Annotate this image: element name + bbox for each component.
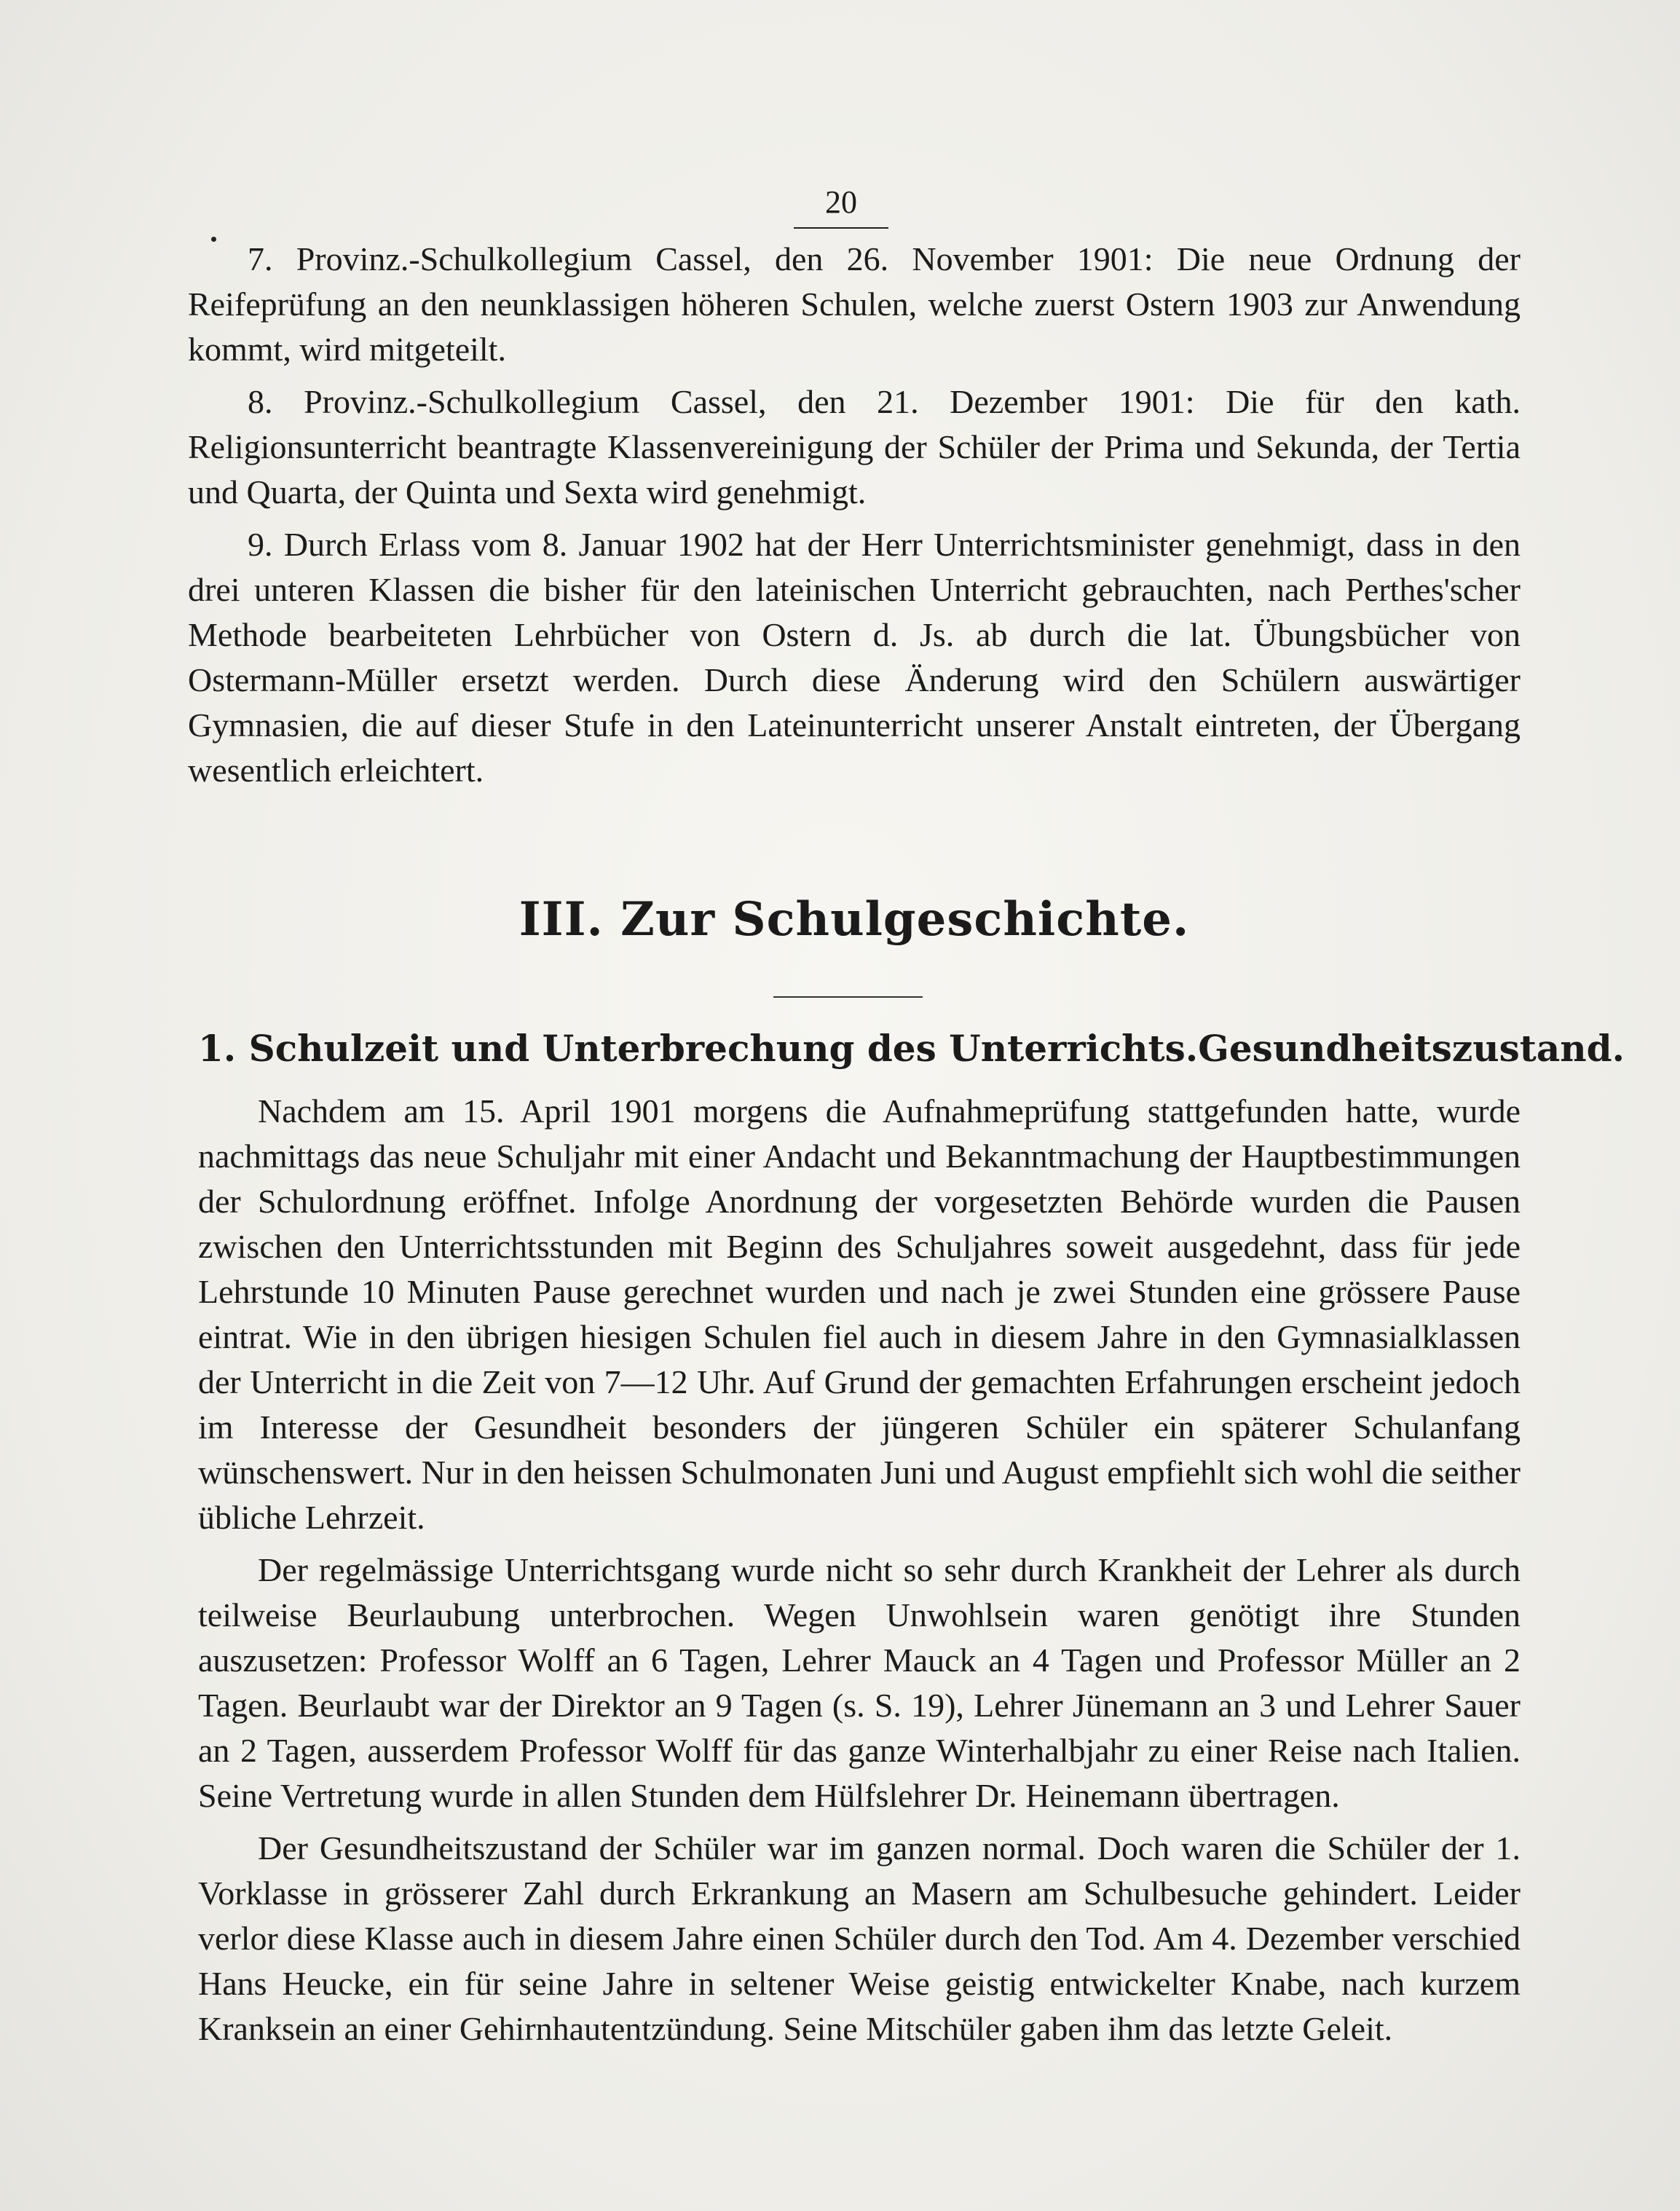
- decree-item-7: 7. Provinz.-Schulkollegium Cassel, den 26. November 1901: Die neue Ordnung der Reifeprüfung an den neunklassigen höheren Schulen, welche zuerst Ostern 1903 zur Anwendung kommt, wird mitgeteilt.: [188, 240, 1521, 368]
- section-body: [198, 1089, 1521, 2052]
- subsection-title-left: 1. Schulzeit und Unterbrechung des Unterrichts.: [198, 1027, 1199, 1070]
- section-rule: [773, 996, 923, 998]
- paragraph-gesundheit: Der Gesundheitszustand der Schüler war im ganzen normal. Doch waren die Schüler der 1. Vorklasse in grösserer Zahl durch Erkrankung an Masern am Schulbesuche gehindert. Leider verlor diese Klasse auch in diesem Jahre einen Schüler durch den Tod. Am 4. Dezember verschied Hans Heucke, ein für seine Jahre in seltener Weise geistig entwickelter Knabe, nach kurzem Kranksein an einer Gehirnhautentzündung. Seine Mitschüler gaben ihm das letzte Geleit.: [198, 1829, 1521, 2047]
- paragraph-unterbrechung: Der regelmässige Unterrichtsgang wurde nicht so sehr durch Krankheit der Lehrer als durch teilweise Beurlaubung unterbrochen. Wegen Unwohlsein waren genötigt ihre Stunden auszusetzen: Professor Wolff an 6 Tagen, Lehrer Mauck an 4 Tagen und Professor Müller an 2 Tagen. Beurlaubt war der Direktor an 9 Tagen (s. S. 19), Lehrer Jünemann an 3 und Lehrer Sauer an 2 Tagen, ausserdem Professor Wolff für das ganze Winterhalbjahr zu einer Reise nach Italien. Seine Vertretung wurde in allen Stunden dem Hülfslehrer Dr. Heinemann übertragen.: [198, 1551, 1521, 1814]
- subsection-title: [198, 1023, 1625, 1074]
- subsection-title-right: Gesundheitszustand.: [1198, 1027, 1625, 1070]
- paragraph-schulzeit: Nachdem am 15. April 1901 morgens die Aufnahmeprüfung stattgefunden hatte, wurde nachmittags das neue Schuljahr mit einer Andacht und Bekanntmachung der Hauptbestimmungen der Schulordnung eröffnet. Infolge Anordnung der vorgesetzten Behörde wurden die Pausen zwischen den Unterrichtsstunden mit Beginn des Schuljahres soweit ausgedehnt, dass für jede Lehrstunde 10 Minuten Pause gerechnet wurden und nach je zwei Stunden eine grössere Pause eintrat. Wie in den übrigen hiesigen Schulen fiel auch in diesem Jahre in den Gymnasialklassen der Unterricht in die Zeit von 7—12 Uhr. Auf Grund der gemachten Erfahrungen erscheint jedoch im Interesse der Gesundheit besonders der jüngeren Schüler ein späterer Schulanfang wünschenswert. Nur in den heissen Schulmonaten Juni und August empfiehlt sich wohl die seither übliche Lehrzeit.: [198, 1092, 1521, 1536]
- page-number: 20: [794, 181, 888, 229]
- decree-item-9: 9. Durch Erlass vom 8. Januar 1902 hat der Herr Unterrichtsminister genehmigt, dass in den drei unteren Klassen die bisher für den lateinischen Unterricht gebrauchten, nach Perthes'scher Methode bearbeiteten Lehrbücher von Ostern d. Js. ab durch die lat. Übungsbücher von Ostermann-Müller ersetzt werden. Durch diese Änderung wird den Schülern auswärtiger Gymnasien, die auf dieser Stufe in den Lateinunterricht unserer Anstalt eintreten, der Übergang wesentlich erleichtert.: [188, 526, 1521, 789]
- section-title: III. Zur Schulgeschichte.: [518, 892, 1190, 947]
- decree-list: [188, 237, 1521, 793]
- decree-item-8: 8. Provinz.-Schulkollegium Cassel, den 21. Dezember 1901: Die für den kath. Religionsunterricht beantragte Klassenvereinigung der Schüler der Prima und Sekunda, der Tertia und Quarta, der Quinta und Sexta wird genehmigt.: [188, 383, 1521, 511]
